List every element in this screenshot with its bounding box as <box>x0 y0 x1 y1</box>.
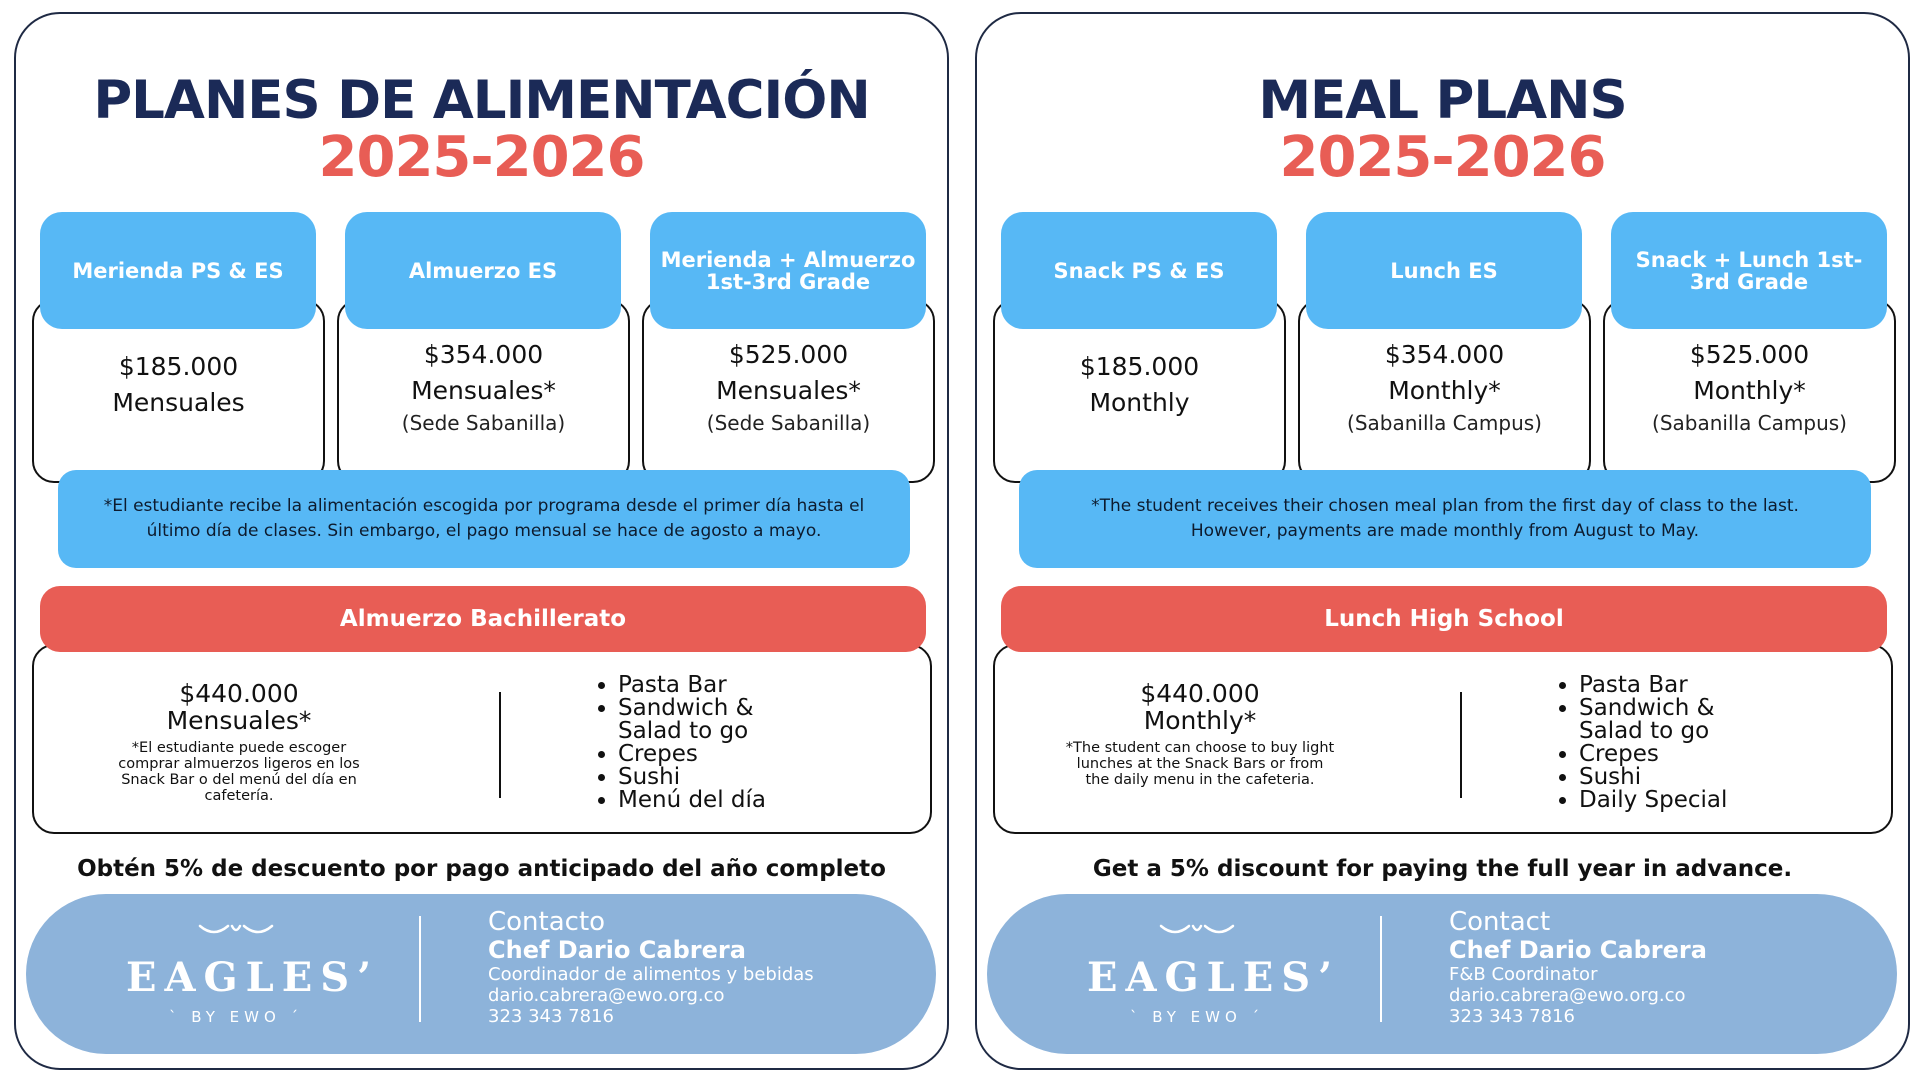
divider <box>419 916 421 1022</box>
hs-options-list <box>1575 674 1749 812</box>
contact-name: Chef Dario Cabrera <box>488 936 746 964</box>
swirl-icon <box>196 918 276 940</box>
list-item: • Crepes <box>1579 743 1749 766</box>
logo-sub: ` BY EWO ´ <box>1129 1008 1265 1026</box>
contact-email[interactable]: dario.cabrera@ewo.org.co <box>488 985 725 1006</box>
list-item: • Sandwich & Salad to go <box>1579 697 1749 743</box>
plan-price: $525.000 <box>1689 340 1810 369</box>
list-item: • Sushi <box>1579 766 1749 789</box>
list-item: • Menú del día <box>618 789 788 812</box>
divider <box>1460 692 1462 798</box>
school-year: 2025-2026 <box>318 125 645 190</box>
plan-price: $525.000 <box>728 340 849 369</box>
plan-period: Monthly* <box>1693 376 1806 405</box>
high-school-header: Lunch High School <box>1001 586 1887 652</box>
list-item: • Sandwich & Salad to go <box>618 697 788 743</box>
contact-role: Coordinador de alimentos y bebidas <box>488 964 814 985</box>
hs-period: Monthly* <box>1143 706 1257 735</box>
plan-price: $354.000 <box>1384 340 1505 369</box>
plan-header: Merienda + Almuerzo 1st-3rd Grade <box>650 212 926 329</box>
contact-name: Chef Dario Cabrera <box>1449 936 1707 964</box>
contact-label: Contacto <box>488 907 606 937</box>
contact-footer <box>987 894 1897 1054</box>
contact-email[interactable]: dario.cabrera@ewo.org.co <box>1449 985 1686 1006</box>
plan-header: Snack PS & ES <box>1001 212 1277 329</box>
panel-english <box>975 12 1910 1070</box>
divider <box>499 692 501 798</box>
plan-period: Monthly <box>1089 388 1190 417</box>
high-school-header: Almuerzo Bachillerato <box>40 586 926 652</box>
plan-price: $185.000 <box>1079 352 1200 381</box>
contact-block <box>1449 908 1707 1027</box>
plan-campus: (Sabanilla Campus) <box>1347 411 1542 435</box>
plan-header: Lunch ES <box>1306 212 1582 329</box>
school-year: 2025-2026 <box>1279 125 1606 190</box>
plan-header: Almuerzo ES <box>345 212 621 329</box>
hs-period: Mensuales* <box>166 706 312 735</box>
list-item: • Pasta Bar <box>1579 674 1749 697</box>
list-item: • Crepes <box>618 743 788 766</box>
contact-phone[interactable]: 323 343 7816 <box>1449 1006 1575 1027</box>
discount-text: Get a 5% discount for paying the full year in advance. <box>1092 856 1793 882</box>
hs-note: *The student can choose to buy light lunches at the Snack Bars or from the daily menu in the cafeteria. <box>1065 740 1335 788</box>
plan-period: Mensuales <box>112 388 245 417</box>
page-title: PLANES DE ALIMENTACIÓN <box>93 70 870 131</box>
plan-price: $185.000 <box>118 352 239 381</box>
eagles-logo <box>1087 916 1341 1036</box>
hs-options-list <box>614 674 788 812</box>
list-item: • Pasta Bar <box>618 674 788 697</box>
panel-spanish <box>14 12 949 1070</box>
logo-sub: ` BY EWO ´ <box>168 1008 304 1026</box>
high-school-card <box>993 644 1893 834</box>
contact-phone[interactable]: 323 343 7816 <box>488 1006 614 1027</box>
plan-price: $354.000 <box>423 340 544 369</box>
plan-header: Snack + Lunch 1st-3rd Grade <box>1611 212 1887 329</box>
swirl-icon <box>1157 918 1237 940</box>
divider <box>1380 916 1382 1022</box>
plan-period: Mensuales* <box>716 376 861 405</box>
plan-campus: (Sede Sabanilla) <box>706 411 871 435</box>
discount-text: Obtén 5% de descuento por pago anticipado del año completo <box>77 856 886 882</box>
plan-campus: (Sabanilla Campus) <box>1652 411 1847 435</box>
contact-role: F&B Coordinator <box>1449 964 1598 985</box>
plan-campus: (Sede Sabanilla) <box>401 411 566 435</box>
plan-period: Monthly* <box>1388 376 1501 405</box>
logo-name: EAGLES’ <box>126 954 380 1001</box>
hs-note: *El estudiante puede escoger comprar almuerzos ligeros en los Snack Bar o del menú del día en cafetería. <box>118 740 360 804</box>
list-item: • Daily Special <box>1579 789 1749 812</box>
list-item: • Sushi <box>618 766 788 789</box>
contact-block <box>488 908 814 1027</box>
page-title: MEAL PLANS <box>1258 70 1627 131</box>
plan-period: Mensuales* <box>411 376 556 405</box>
plan-header: Merienda PS & ES <box>40 212 316 329</box>
plan-note: *El estudiante recibe la alimentación escogida por programa desde el primer día hasta el último día de clases. Sin embargo, el pago mensual se hace de agosto a mayo. <box>58 470 910 568</box>
high-school-card <box>32 644 932 834</box>
eagles-logo <box>126 916 380 1036</box>
contact-label: Contact <box>1449 907 1551 937</box>
plan-note: *The student receives their chosen meal plan from the first day of class to the last. However, payments are made monthly from August to May. <box>1019 470 1871 568</box>
hs-price: $440.000 <box>1140 679 1260 708</box>
contact-footer <box>26 894 936 1054</box>
hs-price: $440.000 <box>179 679 299 708</box>
logo-name: EAGLES’ <box>1087 954 1341 1001</box>
